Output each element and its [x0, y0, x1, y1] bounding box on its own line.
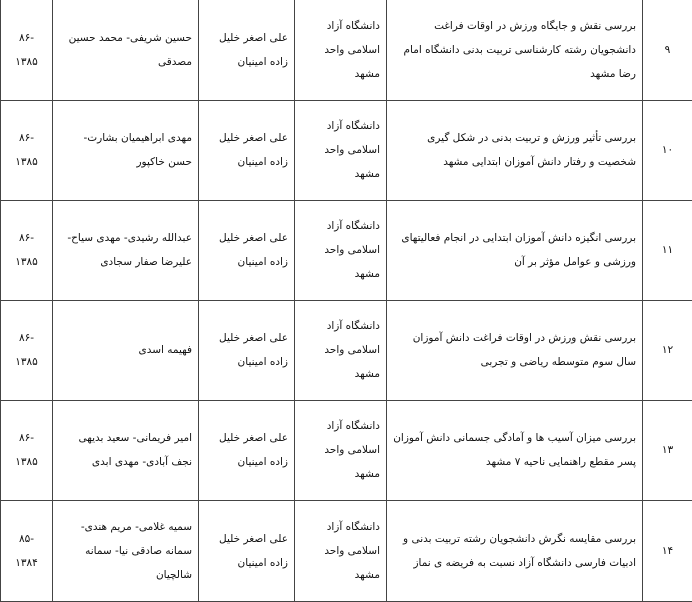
table-row — [1, 0, 692, 100]
supervisor: علی اصغر خلیل زاده امینیان — [199, 500, 295, 601]
table-row — [1, 300, 692, 400]
university: دانشگاه آزاد اسلامی واحد مشهد — [295, 400, 387, 500]
academic-year — [1, 500, 53, 601]
table-body — [1, 0, 692, 601]
year-end: ۱۳۸۵ — [3, 150, 50, 174]
year-end: ۱۳۸۵ — [3, 250, 50, 274]
thesis-title: بررسی تأثیر ورزش و تربیت بدنی در شکل گیری شخصیت و رفتار دانش آموزان ابتدایی مشهد — [387, 100, 643, 200]
row-number: ۹ — [643, 0, 692, 100]
year-end: ۱۳۸۵ — [3, 450, 50, 474]
row-number: ۱۴ — [643, 500, 692, 601]
thesis-title: بررسی انگیزه دانش آموزان ابتدایی در انجام فعالیتهای ورزشی و عوامل مؤثر بر آن — [387, 200, 643, 300]
university: دانشگاه آزاد اسلامی واحد مشهد — [295, 500, 387, 601]
thesis-title: بررسی میزان آسیب ها و آمادگی جسمانی دانش آموزان پسر مقطع راهنمایی ناحیه ۷ مشهد — [387, 400, 643, 500]
supervisor: علی اصغر خلیل زاده امینیان — [199, 400, 295, 500]
university: دانشگاه آزاد اسلامی واحد مشهد — [295, 100, 387, 200]
university: دانشگاه آزاد اسلامی واحد مشهد — [295, 200, 387, 300]
academic-year — [1, 200, 53, 300]
year-start: -۸۶ — [3, 226, 50, 250]
thesis-title: بررسی نقش و جایگاه ورزش در اوقات فراغت دانشجویان رشته کارشناسی تربیت بدنی دانشگاه امام رضا مشهد — [387, 0, 643, 100]
researchers: مهدی ابراهیمیان بشارت- حسن خاکپور — [53, 100, 199, 200]
year-start: -۸۶ — [3, 26, 50, 50]
year-start: -۸۶ — [3, 426, 50, 450]
thesis-title: بررسی مقایسه نگرش دانشجویان رشته تربیت بدنی و ادبیات فارسی دانشگاه آزاد نسبت به فریضه ی نماز — [387, 500, 643, 601]
academic-year — [1, 400, 53, 500]
university: دانشگاه آزاد اسلامی واحد مشهد — [295, 0, 387, 100]
researchers: فهیمه اسدی — [53, 300, 199, 400]
supervisor: علی اصغر خلیل زاده امینیان — [199, 100, 295, 200]
table-row — [1, 200, 692, 300]
year-end: ۱۳۸۴ — [3, 551, 50, 575]
row-number: ۱۲ — [643, 300, 692, 400]
thesis-title: بررسی نقش ورزش در اوقات فراغت دانش آموزان سال سوم متوسطه ریاضی و تجربی — [387, 300, 643, 400]
academic-year — [1, 0, 53, 100]
researchers: حسین شریفی- محمد حسین مصدقی — [53, 0, 199, 100]
table-row — [1, 100, 692, 200]
supervisor: علی اصغر خلیل زاده امینیان — [199, 300, 295, 400]
academic-year — [1, 100, 53, 200]
researchers: سمیه غلامی- مریم هندی- سمانه صادقی نیا- سمانه شالچیان — [53, 500, 199, 601]
year-end: ۱۳۸۵ — [3, 50, 50, 74]
table-row — [1, 500, 692, 601]
year-start: -۸۶ — [3, 326, 50, 350]
university: دانشگاه آزاد اسلامی واحد مشهد — [295, 300, 387, 400]
table-row — [1, 400, 692, 500]
year-start: -۸۵ — [3, 527, 50, 551]
year-start: -۸۶ — [3, 126, 50, 150]
year-end: ۱۳۸۵ — [3, 350, 50, 374]
researchers: امیر فریمانی- سعید بدیهی نجف آبادی- مهدی ابدی — [53, 400, 199, 500]
row-number: ۱۰ — [643, 100, 692, 200]
supervisor: علی اصغر خلیل زاده امینیان — [199, 200, 295, 300]
row-number: ۱۳ — [643, 400, 692, 500]
researchers: عبدالله رشیدی- مهدی سیاح- علیرضا صفار سجادی — [53, 200, 199, 300]
academic-year — [1, 300, 53, 400]
supervisor: علی اصغر خلیل زاده امینیان — [199, 0, 295, 100]
row-number: ۱۱ — [643, 200, 692, 300]
